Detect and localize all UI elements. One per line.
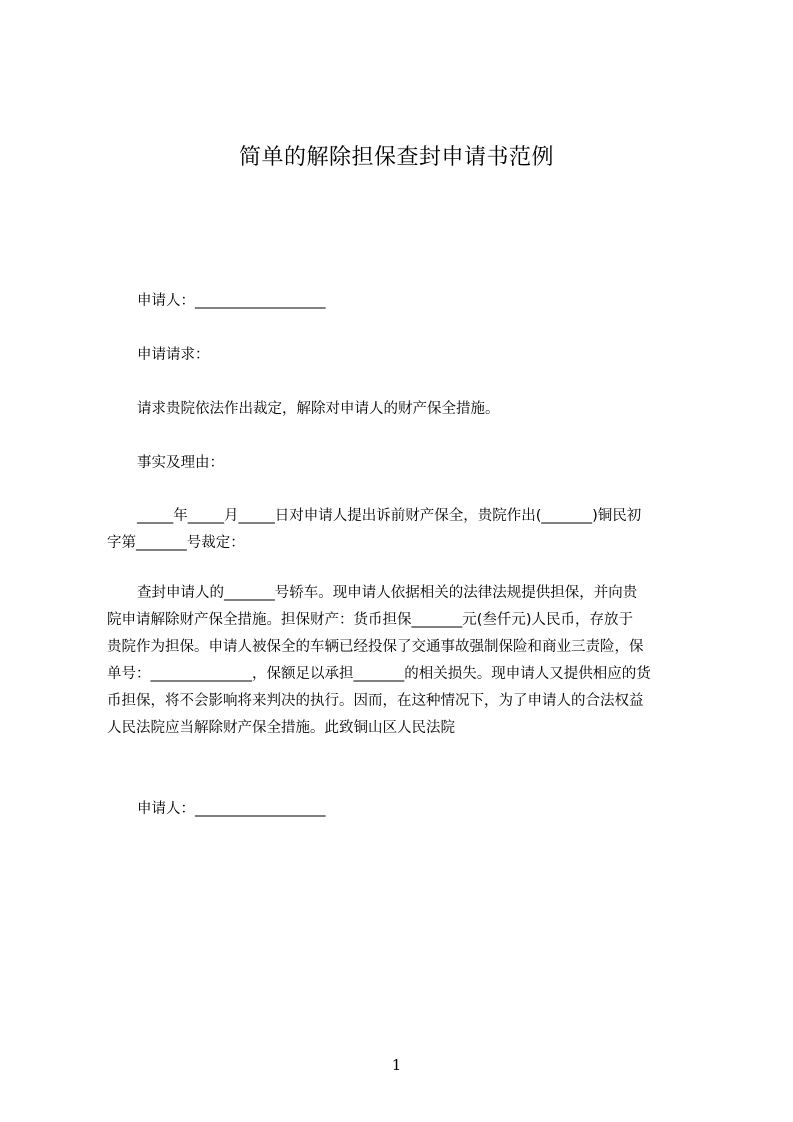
detail-paragraph-line: 院申请解除财产保全措施。担保财产：货币担保_______元(叁仟元)人民币，存放于 (107, 612, 634, 628)
page-number: 1 (391, 1056, 402, 1074)
detail-paragraph-line: 币担保，将不会影响将来判决的执行。因而，在这种情况下，为了申请人的合法权益 (107, 693, 644, 709)
request-heading: 申请请求： (137, 347, 210, 363)
applicant-line: 申请人：__________________ (137, 293, 326, 309)
request-text: 请求贵院依法作出裁定，解除对申请人的财产保全措施。 (137, 401, 500, 417)
detail-paragraph-line: 人民法院应当解除财产保全措施。此致铜山区人民法院 (107, 720, 455, 736)
facts-paragraph-line: _____年_____月_____日对申请人提出诉前财产保全，贵院作出(_______)铜民初 (137, 508, 642, 524)
facts-heading: 事实及理由： (137, 455, 224, 471)
signature-line: 申请人：__________________ (137, 801, 326, 817)
detail-paragraph-line: 查封申请人的_______号轿车。现申请人依据相关的法律法规提供担保，并向贵 (137, 585, 638, 601)
page-title: 简单的解除担保查封申请书范例 (238, 145, 554, 170)
facts-paragraph-line: 字第_______号裁定： (107, 535, 245, 551)
detail-paragraph-line: 贵院作为担保。申请人被保全的车辆已经投保了交通事故强制保险和商业三责险，保 (107, 639, 644, 655)
detail-paragraph-line: 单号：______________，保额足以承担_______的相关损失。现申请人又提供相应的货 (107, 666, 651, 682)
